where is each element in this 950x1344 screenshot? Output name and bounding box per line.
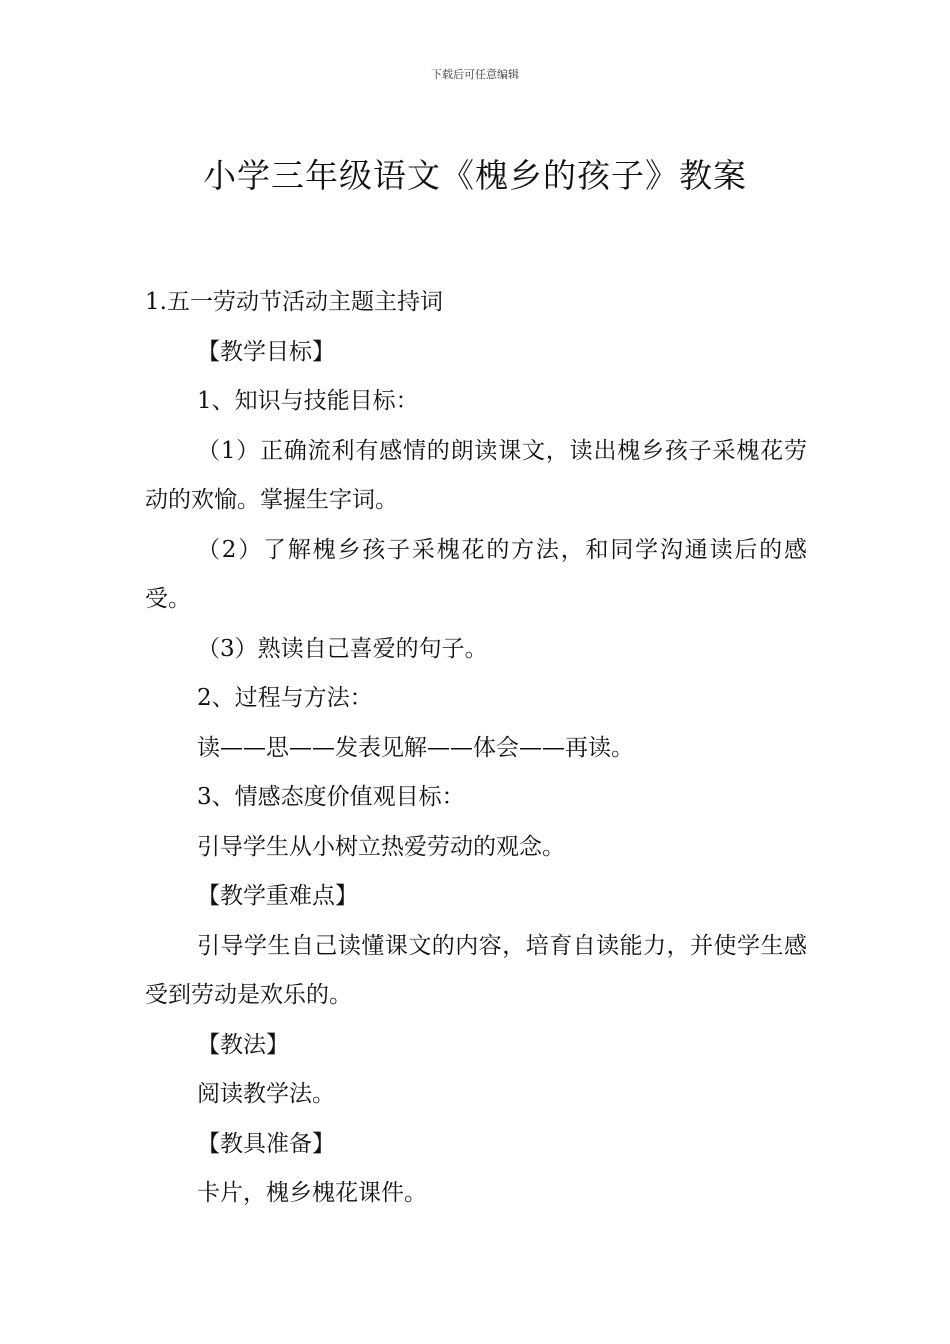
goal-1-heading: 1、知识与技能目标： <box>197 388 419 414</box>
document-title: 小学三年级语文《槐乡的孩子》教案 <box>203 156 747 196</box>
goal-1-item-1: （1）正确流利有感情的朗读课文，读出槐乡孩子采槐花劳动的欢愉。掌握生字词。 <box>145 437 807 513</box>
tools-text: 卡片，槐乡槐花课件。 <box>197 1180 427 1206</box>
header-note: 下载后可任意编辑 <box>431 68 519 81</box>
goal-2-heading: 2、过程与方法： <box>197 685 373 711</box>
goal-1-item-3: （3）熟读自己喜爱的句子。 <box>197 635 488 662</box>
section-method-heading: 【教法】 <box>197 1031 289 1058</box>
goal-3-heading: 3、情感态度价值观目标： <box>197 784 465 810</box>
section-goals-heading: 【教学目标】 <box>197 338 335 365</box>
section-keypoints-heading: 【教学重难点】 <box>197 883 358 909</box>
document-body <box>145 278 807 1219</box>
goal-2-text: 读——思——发表见解——体会——再读。 <box>197 734 634 761</box>
method-text: 阅读教学法。 <box>197 1081 335 1107</box>
section-tools-heading: 【教具准备】 <box>197 1130 335 1157</box>
goal-3-text: 引导学生从小树立热爱劳动的观念。 <box>197 833 565 860</box>
keypoints-text: 引导学生自己读懂课文的内容，培育自读能力，并使学生感受到劳动是欢乐的。 <box>145 932 807 1008</box>
heading-1: 1.五一劳动节活动主题主持词 <box>145 289 443 315</box>
goal-1-item-2: （2）了解槐乡孩子采槐花的方法，和同学沟通读后的感受。 <box>145 536 807 612</box>
